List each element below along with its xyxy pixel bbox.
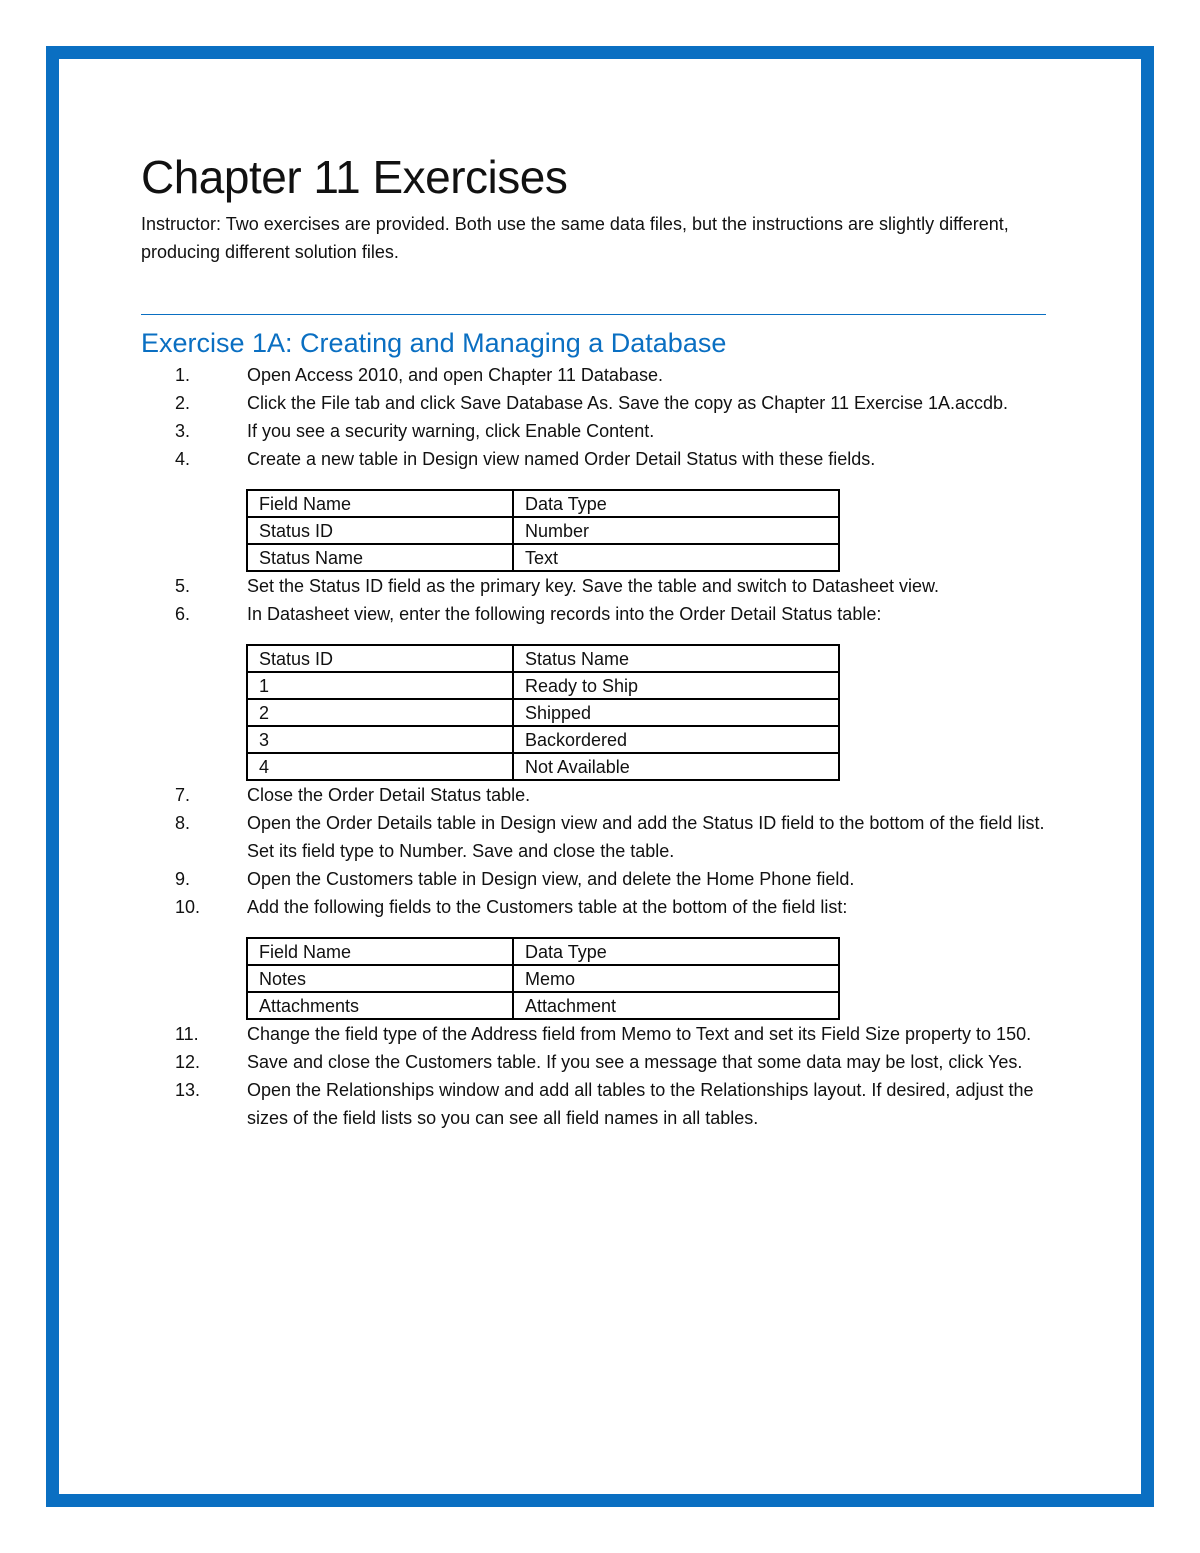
table-row — [247, 672, 839, 699]
step-6 — [141, 600, 1061, 628]
customers-new-fields-table — [246, 937, 840, 1020]
section-divider — [141, 314, 1046, 315]
step-number: 13. — [175, 1080, 201, 1100]
table-row — [247, 992, 839, 1019]
step-number: 5. — [175, 576, 191, 596]
table-cell: 1 — [247, 672, 513, 699]
step-number: 6. — [175, 604, 191, 624]
table-cell: Ready to Ship — [513, 672, 839, 699]
step-4 — [141, 445, 1061, 473]
step-number: 8. — [175, 813, 191, 833]
step-1 — [141, 361, 1061, 389]
document-content — [141, 148, 1061, 1132]
step-text: Open the Order Details table in Design view and add the Status ID field to the bottom of the field list. Set its field type to Number. Save and close the table. — [247, 813, 1045, 861]
order-detail-status-fields-table — [246, 489, 840, 572]
table-cell: Attachments — [247, 992, 513, 1019]
steps-list-d — [141, 1020, 1061, 1132]
step-10 — [141, 893, 1061, 921]
status-records-table — [246, 644, 840, 781]
table-row — [247, 753, 839, 780]
step-number: 10. — [175, 897, 201, 917]
table-cell: Status ID — [247, 517, 513, 544]
step-text: Create a new table in Design view named Order Detail Status with these fields. — [247, 449, 876, 469]
table-cell: Status ID — [247, 645, 513, 672]
step-number: 7. — [175, 785, 191, 805]
table-cell: 4 — [247, 753, 513, 780]
step-text: Save and close the Customers table. If you see a message that some data may be lost, click Yes. — [247, 1052, 1023, 1072]
page-title: Chapter 11 Exercises — [141, 151, 568, 203]
table-cell: Field Name — [247, 938, 513, 965]
step-text: Close the Order Detail Status table. — [247, 785, 531, 805]
step-9 — [141, 865, 1061, 893]
table-cell: Memo — [513, 965, 839, 992]
table-cell: Not Available — [513, 753, 839, 780]
table-row — [247, 965, 839, 992]
instructor-note: Instructor: Two exercises are provided. Both use the same data files, but the instructions are slightly different, producing different solution files. — [141, 214, 1009, 262]
step-text: Open Access 2010, and open Chapter 11 Database. — [247, 365, 663, 385]
step-number: 9. — [175, 869, 191, 889]
table-cell: 3 — [247, 726, 513, 753]
step-number: 1. — [175, 365, 191, 385]
step-3 — [141, 417, 1061, 445]
table-row — [247, 544, 839, 571]
section-heading: Exercise 1A: Creating and Managing a Database — [141, 328, 727, 358]
step-text: Click the File tab and click Save Database As. Save the copy as Chapter 11 Exercise 1A.accdb. — [247, 393, 1009, 413]
step-text: In Datasheet view, enter the following records into the Order Detail Status table: — [247, 604, 882, 624]
table-cell: Status Name — [247, 544, 513, 571]
steps-list-c — [141, 781, 1061, 921]
step-number: 3. — [175, 421, 191, 441]
table-cell: Number — [513, 517, 839, 544]
step-12 — [141, 1048, 1061, 1076]
table-cell: Attachment — [513, 992, 839, 1019]
table-cell: Data Type — [513, 938, 839, 965]
table-cell: Data Type — [513, 490, 839, 517]
table-row — [247, 645, 839, 672]
table-cell: Status Name — [513, 645, 839, 672]
step-2 — [141, 389, 1061, 417]
step-number: 4. — [175, 449, 191, 469]
table-cell: Text — [513, 544, 839, 571]
step-text: Open the Relationships window and add all tables to the Relationships layout. If desired, adjust the sizes of the field lists so you can see all field names in all tables. — [247, 1080, 1034, 1128]
step-11 — [141, 1020, 1061, 1048]
step-text: Add the following fields to the Customers table at the bottom of the field list: — [247, 897, 848, 917]
table-cell: Backordered — [513, 726, 839, 753]
step-text: Set the Status ID field as the primary key. Save the table and switch to Datasheet view. — [247, 576, 940, 596]
table-row — [247, 517, 839, 544]
table-cell: 2 — [247, 699, 513, 726]
table-row — [247, 938, 839, 965]
steps-list-b — [141, 572, 1061, 628]
step-text: Change the field type of the Address field from Memo to Text and set its Field Size property to 150. — [247, 1024, 1032, 1044]
table-row — [247, 699, 839, 726]
table-row — [247, 726, 839, 753]
step-7 — [141, 781, 1061, 809]
step-number: 12. — [175, 1052, 201, 1072]
step-text: Open the Customers table in Design view, and delete the Home Phone field. — [247, 869, 855, 889]
steps-list-a — [141, 361, 1061, 473]
step-number: 2. — [175, 393, 191, 413]
table-cell: Shipped — [513, 699, 839, 726]
table-row — [247, 490, 839, 517]
step-text: If you see a security warning, click Enable Content. — [247, 421, 655, 441]
step-8 — [141, 809, 1061, 865]
table-cell: Notes — [247, 965, 513, 992]
table-cell: Field Name — [247, 490, 513, 517]
step-number: 11. — [175, 1024, 199, 1044]
step-5 — [141, 572, 1061, 600]
step-13 — [141, 1076, 1061, 1132]
